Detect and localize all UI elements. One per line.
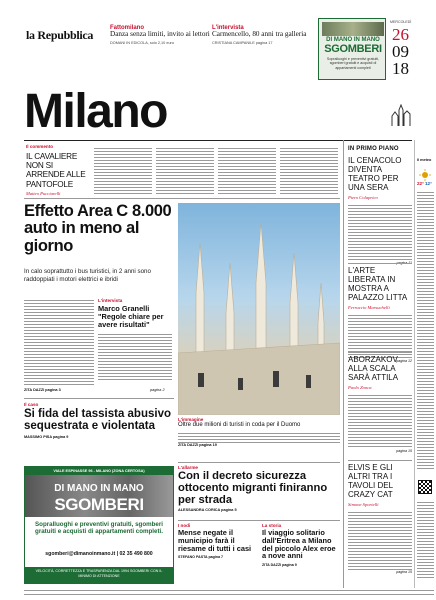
right-story-1-text: [348, 203, 412, 261]
teaser-1-sub: DOMANI IN EDICOLA, solo 2,10 euro: [110, 40, 174, 45]
photo-kicker: L'immagine: [178, 417, 204, 422]
bottom-ad-footer: VELOCITÀ, CORRETTEZZA E TRASPARENZA DAL 1994 SGOMBERI CON IL MINIMO DI ATTENZIONE: [25, 567, 173, 583]
duomo-spires: [178, 203, 340, 415]
bottom-ad-line2: SGOMBERI: [54, 495, 144, 514]
right-story-3-title: ABORZAKOV ALLA SCALA SARÀ ATTILA: [348, 355, 399, 382]
lead-title[interactable]: Effetto Area C 8.000 auto in meno al giorno: [24, 202, 172, 255]
lead-page-ref: pagina 2: [150, 388, 165, 392]
story2-byline: MASSIMO PISA pagina 9: [24, 435, 69, 440]
teaser-1[interactable]: [110, 25, 210, 45]
story45-rule: [178, 520, 340, 521]
story3-rule: [178, 462, 340, 463]
photo-byline: ZITA DAZZI pagina 19: [178, 442, 217, 447]
right-story-4-text: [348, 510, 412, 570]
right-header: IN PRIMO PIANO: [348, 146, 399, 152]
right-story-1-ref: pagina 11: [396, 260, 412, 265]
right-story-2-ref: pagina 12: [396, 358, 412, 363]
paper-name: la Repubblica: [26, 28, 94, 42]
right-story-3-text: [348, 393, 412, 449]
top-ad[interactable]: [318, 18, 386, 80]
weather-temp-min: 12°: [425, 181, 432, 186]
bottom-ad-line1: DI MANO IN MANO: [54, 483, 144, 494]
top-ad-line2: SGOMBERI: [324, 43, 382, 55]
bottom-ad-contact: sgomberi@dimanoinmano.it | 02 35 490 800: [45, 551, 153, 557]
right-story-1-author: Piero Colaprico: [348, 194, 378, 200]
commentary-kicker: Il commento: [26, 144, 54, 149]
photo-text: [178, 431, 340, 443]
band-rule: [24, 198, 340, 199]
lead-byline: ZITA DAZZI pagina 3: [24, 388, 61, 392]
duomo-photo[interactable]: [178, 203, 340, 415]
story3[interactable]: [178, 465, 340, 512]
teaser-2-title: Carmencello, 80 anni tra galleria: [212, 30, 307, 38]
text-block-b: [156, 146, 214, 194]
lead-subtitle: In calo soprattutto i bus turistici, in 2 anni sono raddoppiati i motori elettrici e ibridi: [24, 268, 151, 283]
commentary-title: IL CAVALIERE NON SI ARRENDE ALLE PANTOFOLE: [26, 152, 86, 189]
story2[interactable]: [24, 402, 174, 439]
right-col-divider: [343, 140, 344, 588]
qr-icon: [418, 480, 432, 494]
teaser-1-kicker: Fattomilano: [110, 25, 144, 31]
interview-text: [98, 332, 172, 382]
left-commentary[interactable]: [26, 144, 90, 196]
lead-text-1: [24, 298, 94, 386]
story2-rule: [24, 398, 174, 399]
top-ad-photo: [322, 22, 384, 36]
weather-label: Il meteo: [417, 158, 432, 162]
story2-kicker: Il caso: [24, 402, 39, 407]
story2-title: Si fida del tassista abusivo sequestrata e violentata: [24, 408, 171, 433]
sidebar-strip: [414, 140, 415, 588]
interview-box[interactable]: [98, 298, 172, 382]
right-story-3-ref: pagina 15: [396, 448, 412, 453]
story5-byline: ZITA DAZZI pagina 9: [262, 563, 297, 568]
teaser-2[interactable]: [212, 25, 312, 45]
right-story-4-author: Simone Sportelli: [348, 501, 379, 507]
commentary-author: Matteo Pucciarelli: [26, 190, 61, 196]
teaser-1-title: Danza senza limiti, invito ai lettori: [110, 30, 210, 38]
story4-kicker: I nodi: [178, 523, 191, 528]
photo-caption: Oltre due milioni di turisti in coda per il Duomo: [178, 422, 301, 428]
skyline-icon: [390, 104, 412, 126]
story5-title: Il viaggio solitario dall'Eritrea a Milano del piccolo Alex eroe a nove anni: [262, 528, 336, 561]
bottom-ad-photo: [25, 475, 173, 517]
text-block-c: [218, 146, 276, 194]
right-story-2-author: Ferruccio Marsuchelli: [348, 304, 390, 310]
date-month: 09: [392, 42, 409, 61]
right-rule-2: [348, 352, 412, 353]
interview-title: Marco Granelli "Regole chiare per avere risultati": [98, 304, 164, 329]
top-ad-sub: Sopralluoghi e preventivi gratuiti, sgomberi gratuiti e acquisti di appartamenti completi: [326, 57, 380, 70]
teaser-2-kicker: L'intervista: [212, 25, 244, 31]
story4[interactable]: [178, 523, 256, 559]
story3-title: Con il decreto sicurezza ottocento migranti finiranno per strada: [178, 470, 328, 506]
right-story-4[interactable]: [348, 464, 412, 574]
story3-kicker: L'allarme: [178, 465, 198, 470]
footer-rule: [24, 590, 434, 591]
right-story-1-title: IL CENACOLO DIVENTA TEATRO PER UNA SERA: [348, 156, 402, 192]
sidebar-text: [417, 190, 434, 470]
story4-byline: STEFANO PASTA pagina 7: [178, 555, 224, 560]
right-story-3[interactable]: [348, 356, 412, 453]
bottom-ad-address: VIALE ESPINASSE 96 - MILANO (ZONA CERTOSA): [25, 467, 173, 475]
right-story-3-author: Paolo Zonca: [348, 384, 372, 390]
text-block-a: [94, 146, 152, 194]
sidebar-text-2: [417, 500, 434, 580]
right-story-2[interactable]: [348, 267, 412, 363]
date-year: 18: [392, 59, 409, 78]
weather-temp-max: 22°: [417, 181, 424, 186]
story4-title: Mense negate il municipio farà il riesame di tutti i casi: [178, 528, 252, 553]
right-story-2-title: L'ARTE LIBERATA IN MOSTRA A PALAZZO LITTA: [348, 266, 408, 302]
interview-kicker: L'intervista: [98, 298, 123, 303]
city-title: Milano: [24, 85, 167, 138]
story5-kicker: La storia: [262, 523, 282, 528]
date-label: MERCOLEDÌ: [390, 20, 412, 24]
footer-text: [24, 592, 434, 597]
right-story-4-title: ELVIS E GLI ALTRI TRA I TAVOLI DEL CRAZY CAT: [348, 463, 393, 499]
right-rule-3: [348, 460, 412, 461]
sun-icon: [419, 166, 431, 178]
bottom-ad-sub: Sopralluoghi e preventivi gratuiti, sgomberi gratuiti e acquisti di appartamenti completi.: [35, 521, 163, 536]
photo-caption-box: [178, 417, 340, 447]
story5[interactable]: [262, 523, 340, 567]
top-ad-line1: DI MANO IN MANO: [326, 37, 380, 43]
bottom-ad[interactable]: [24, 466, 174, 584]
right-story-4-ref: pagina 15: [396, 569, 412, 574]
masthead-rule: [24, 140, 412, 141]
right-story-1[interactable]: [348, 157, 412, 265]
story3-byline: ALESSANDRA CORICA pagina 5: [178, 508, 237, 513]
teaser-2-sub: CRISTIANA CAMPANILE pagina 17: [212, 40, 273, 45]
text-block-d: [280, 146, 338, 194]
date-day: 26: [392, 25, 409, 44]
